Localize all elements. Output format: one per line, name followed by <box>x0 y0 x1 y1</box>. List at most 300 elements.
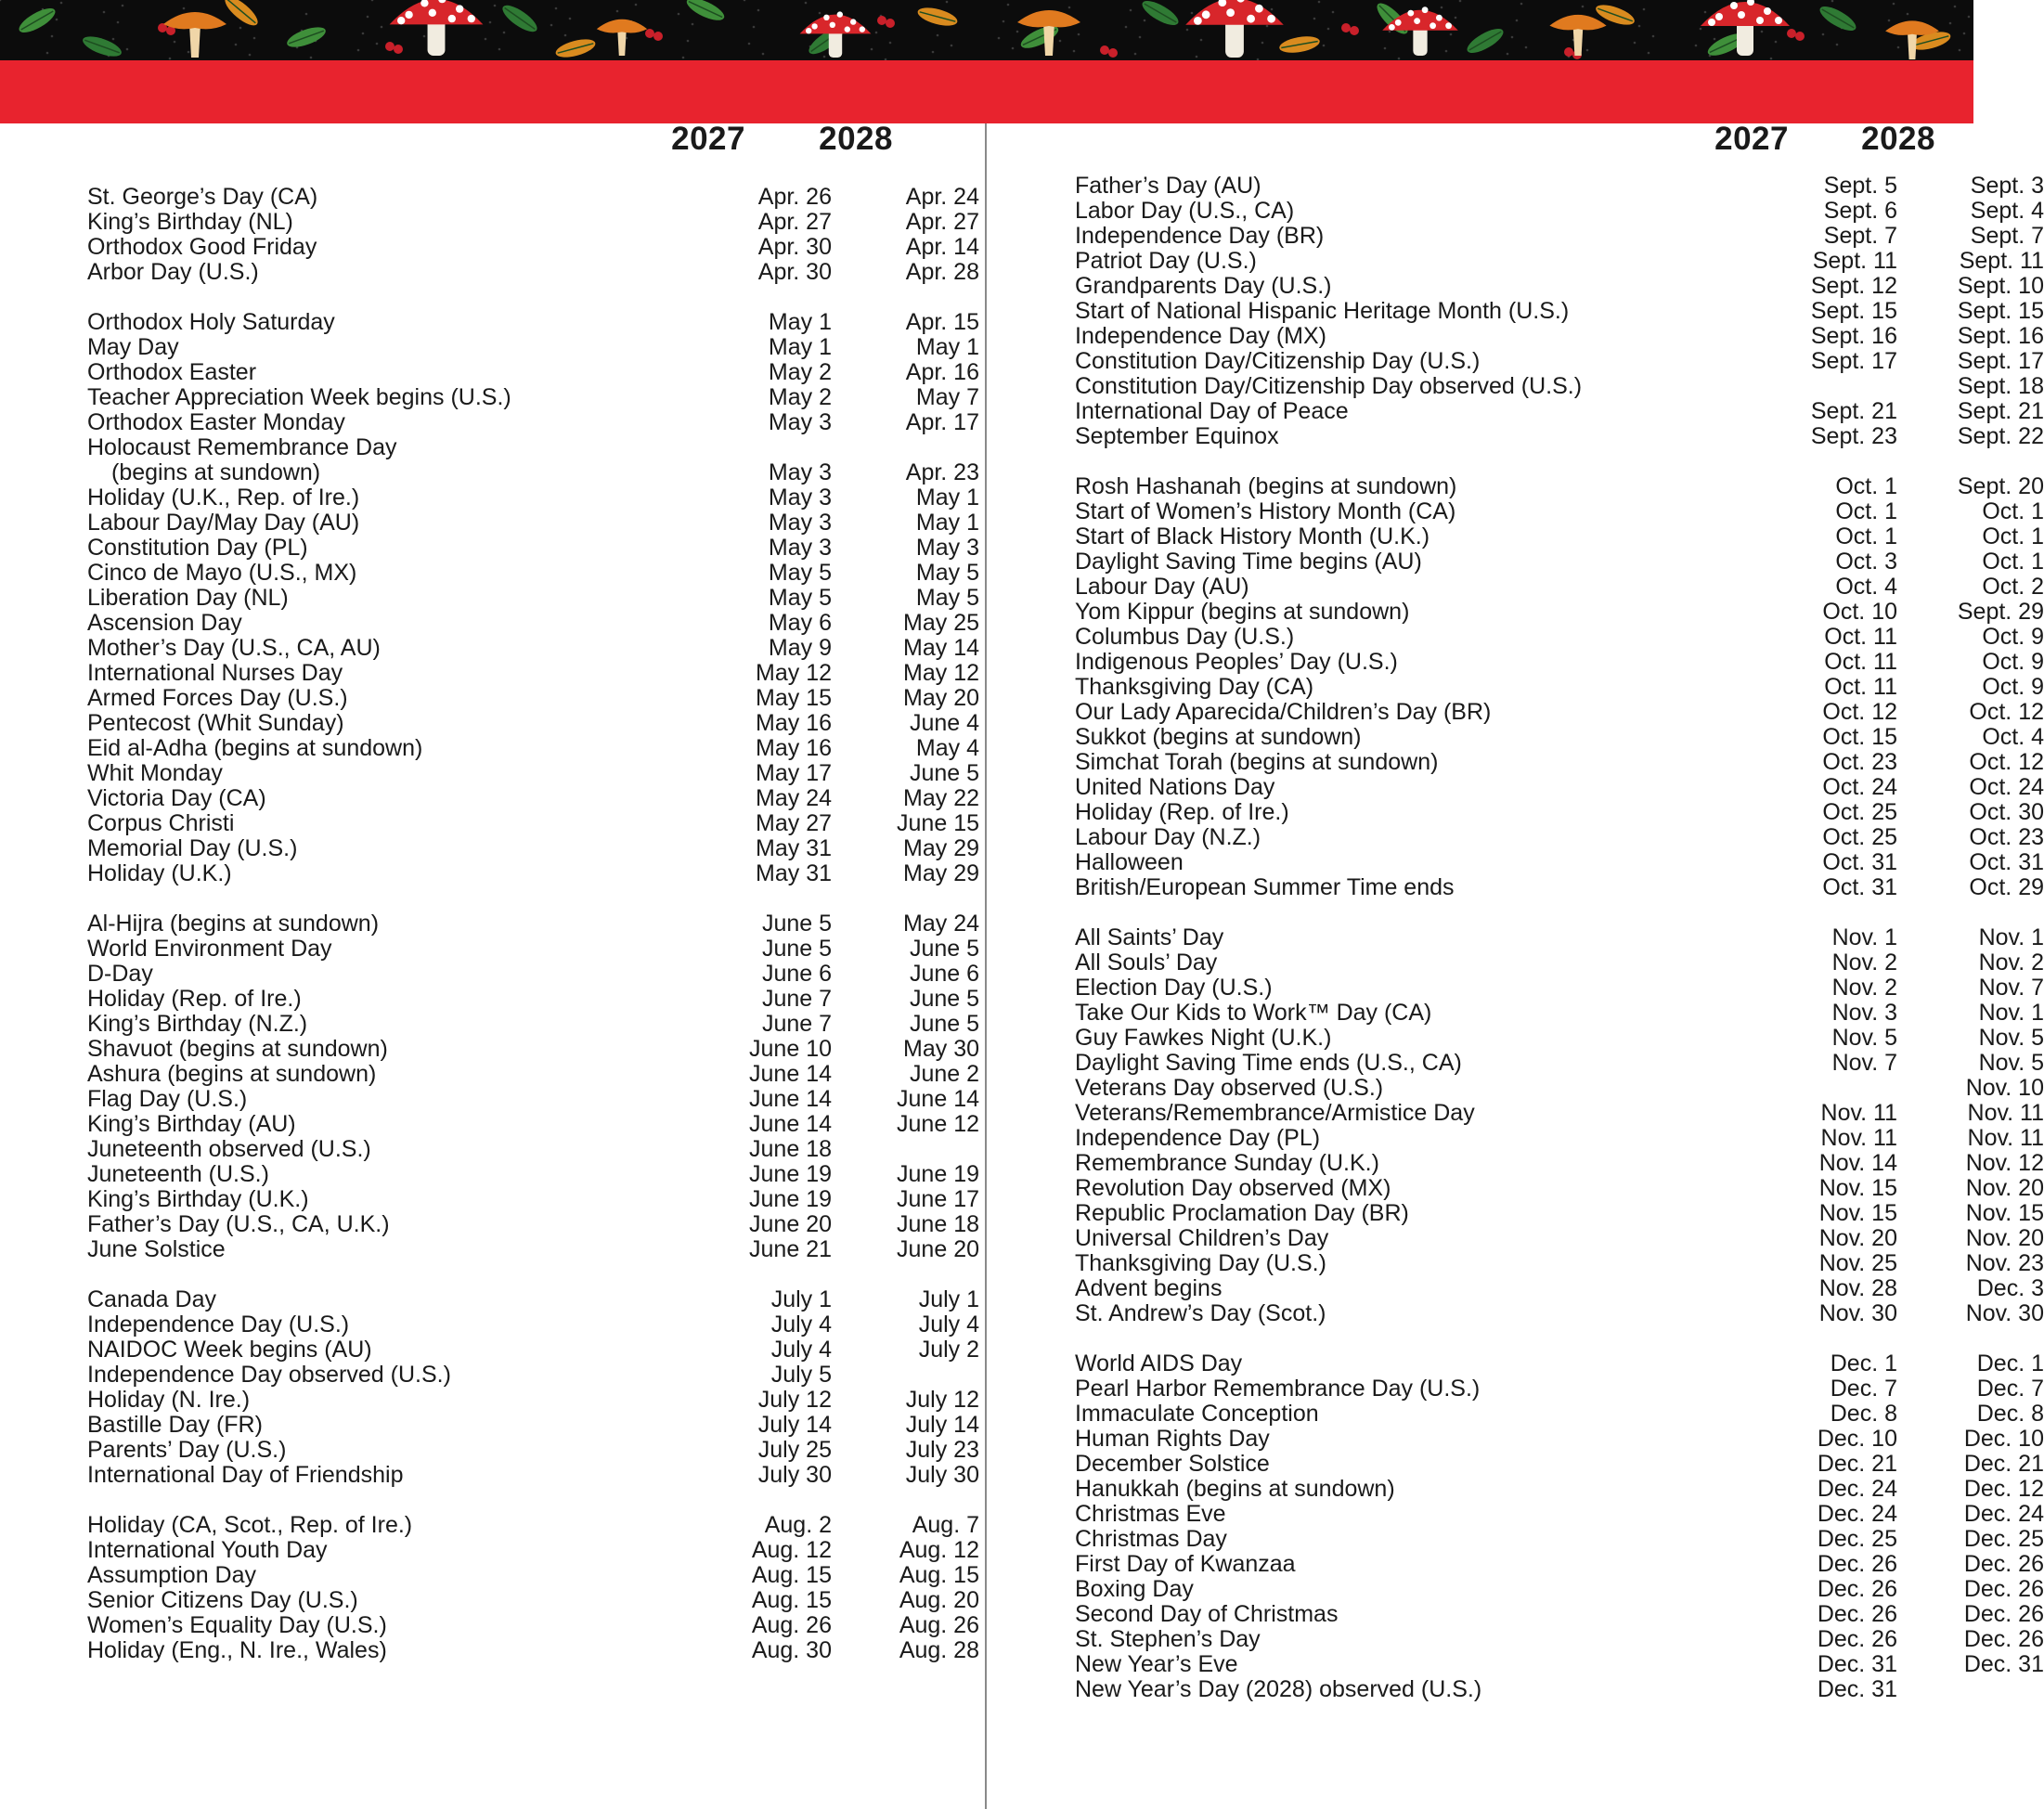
holiday-name: Constitution Day (PL) <box>87 535 308 561</box>
holiday-row <box>1075 824 2044 850</box>
holiday-name: Boxing Day <box>1075 1576 1194 1602</box>
holiday-row <box>87 234 979 260</box>
date-2027: Oct. 11 <box>1824 624 1897 650</box>
holiday-row <box>87 1612 979 1638</box>
date-2028: Nov. 11 <box>1967 1100 2044 1126</box>
holiday-row <box>1075 1376 2044 1402</box>
date-2028: Apr. 28 <box>905 259 979 285</box>
holiday-name: Flag Day (U.S.) <box>87 1086 248 1112</box>
holiday-name: September Equinox <box>1075 423 1279 449</box>
date-2027: Oct. 31 <box>1822 874 1897 900</box>
date-2027: June 7 <box>761 1011 832 1037</box>
holiday-row <box>87 1637 979 1663</box>
date-2028: Nov. 15 <box>1965 1200 2044 1226</box>
date-2028: Dec. 3 <box>1976 1275 2044 1301</box>
holiday-row <box>87 560 979 586</box>
holiday-row <box>87 535 979 561</box>
holiday-row <box>87 1363 904 1388</box>
holiday-row <box>1075 1501 2044 1527</box>
holiday-row <box>1075 774 2044 800</box>
holiday-row <box>1075 173 2044 199</box>
date-2028: May 1 <box>915 485 979 510</box>
group-spacer <box>1075 900 1938 925</box>
holiday-row <box>1075 649 2044 675</box>
holiday-row <box>1075 1075 2044 1101</box>
holiday-row <box>1075 1150 2044 1176</box>
holiday-name: St. Stephen’s Day <box>1075 1626 1261 1652</box>
date-2027: Nov. 15 <box>1818 1200 1897 1226</box>
holiday-name: International Day of Friendship <box>87 1462 404 1488</box>
date-2027: July 30 <box>757 1462 832 1488</box>
holiday-row <box>1075 1250 2044 1276</box>
holiday-row <box>87 986 979 1012</box>
holiday-name: Thanksgiving Day (U.S.) <box>1075 1250 1326 1276</box>
date-2027: Nov. 3 <box>1831 1000 1897 1026</box>
date-2028: Nov. 5 <box>1978 1050 2044 1076</box>
date-2028: Aug. 12 <box>899 1537 979 1563</box>
date-2028: June 17 <box>897 1186 979 1212</box>
holiday-row <box>1075 574 2044 600</box>
holiday-name: Orthodox Good Friday <box>87 234 317 260</box>
holiday-row <box>87 259 979 285</box>
holiday-row <box>1075 1576 2044 1602</box>
date-2027: May 3 <box>768 535 832 561</box>
date-2027: Sept. 21 <box>1810 398 1897 424</box>
date-2027: July 14 <box>757 1412 832 1438</box>
date-2028: Oct. 31 <box>1969 849 2044 875</box>
holiday-row <box>1075 699 2044 725</box>
date-2028: June 14 <box>897 1086 979 1112</box>
date-2028: Sept. 7 <box>1970 223 2044 249</box>
date-2027: Nov. 5 <box>1831 1025 1897 1051</box>
holiday-name: Eid al-Adha (begins at sundown) <box>87 735 423 761</box>
holiday-name: Cinco de Mayo (U.S., MX) <box>87 560 357 586</box>
holiday-name: Independence Day (BR) <box>1075 223 1325 249</box>
holiday-name: Independence Day observed (U.S.) <box>87 1362 451 1388</box>
date-2027: May 3 <box>768 485 832 510</box>
holiday-row <box>1075 950 2044 976</box>
holiday-row <box>1075 674 2044 700</box>
group-spacer <box>87 1488 904 1513</box>
date-2027: Aug. 12 <box>751 1537 832 1563</box>
holiday-row <box>1075 1651 2044 1677</box>
date-2027: Nov. 11 <box>1820 1125 1897 1151</box>
holiday-row <box>87 510 979 536</box>
date-2028: Dec. 8 <box>1976 1401 2044 1427</box>
holiday-row <box>87 1387 979 1413</box>
holiday-row <box>1075 223 2044 249</box>
date-2027: Oct. 4 <box>1835 574 1897 600</box>
holiday-name: King’s Birthday (N.Z.) <box>87 1011 308 1037</box>
holiday-name: Veterans Day observed (U.S.) <box>1075 1075 1384 1101</box>
holiday-row <box>1075 1225 2044 1251</box>
date-2027: June 5 <box>761 936 832 962</box>
holiday-name: May Day <box>87 334 179 360</box>
date-2028: June 6 <box>909 961 979 987</box>
date-2028: Nov. 7 <box>1978 975 2044 1001</box>
date-2028: Apr. 14 <box>905 234 979 260</box>
date-2028: June 19 <box>897 1161 979 1187</box>
date-2027: May 12 <box>756 660 832 686</box>
date-2027: May 6 <box>768 610 832 636</box>
holiday-name: Indigenous Peoples’ Day (U.S.) <box>1075 649 1398 675</box>
date-2027: Nov. 25 <box>1818 1250 1897 1276</box>
holiday-name: Universal Children’s Day <box>1075 1225 1329 1251</box>
holiday-row <box>87 1137 904 1162</box>
date-2028: Oct. 9 <box>1982 624 2044 650</box>
date-2027: May 17 <box>756 760 832 786</box>
holiday-row <box>1075 248 2044 274</box>
holiday-name: Rosh Hashanah (begins at sundown) <box>1075 473 1457 499</box>
date-2027: Aug. 2 <box>764 1512 832 1538</box>
group-spacer <box>1075 1326 1938 1351</box>
date-2027: Aug. 26 <box>751 1612 832 1638</box>
holiday-name: Columbus Day (U.S.) <box>1075 624 1295 650</box>
holiday-name: First Day of Kwanzaa <box>1075 1551 1296 1577</box>
holiday-name: Parents’ Day (U.S.) <box>87 1437 287 1463</box>
holiday-row <box>87 1587 979 1613</box>
date-2027: Dec. 24 <box>1817 1501 1897 1527</box>
holiday-row <box>87 785 979 811</box>
holiday-row <box>87 1512 979 1538</box>
holiday-row <box>87 1211 979 1237</box>
date-2027: Sept. 11 <box>1812 248 1897 274</box>
holiday-name: International Youth Day <box>87 1537 328 1563</box>
holiday-name: King’s Birthday (NL) <box>87 209 293 235</box>
holiday-name: Thanksgiving Day (CA) <box>1075 674 1314 700</box>
date-2028: Apr. 27 <box>905 209 979 235</box>
date-2028: Nov. 12 <box>1965 1150 2044 1176</box>
date-2028: July 14 <box>905 1412 979 1438</box>
holiday-name: Hanukkah (begins at sundown) <box>1075 1476 1395 1502</box>
date-2028: May 5 <box>915 560 979 586</box>
holiday-name: Assumption Day <box>87 1562 257 1588</box>
date-2028: Dec. 21 <box>1963 1451 2044 1477</box>
date-2027: Oct. 15 <box>1822 724 1897 750</box>
date-2028: July 30 <box>905 1462 979 1488</box>
date-2028: Dec. 1 <box>1976 1350 2044 1376</box>
date-2028: Oct. 2 <box>1982 574 2044 600</box>
holiday-name: Juneteenth (U.S.) <box>87 1161 269 1187</box>
holiday-row <box>1075 398 2044 424</box>
holiday-name: Bastille Day (FR) <box>87 1412 263 1438</box>
holiday-name: All Souls’ Day <box>1075 950 1218 976</box>
date-2027: Oct. 1 <box>1835 523 1897 549</box>
holiday-row <box>1075 975 2044 1001</box>
date-2028: May 4 <box>915 735 979 761</box>
holiday-row <box>1075 1125 2044 1151</box>
holiday-row <box>87 1337 979 1363</box>
date-2028: Oct. 4 <box>1982 724 2044 750</box>
date-2028: Oct. 12 <box>1969 699 2044 725</box>
holiday-name: British/European Summer Time ends <box>1075 874 1455 900</box>
date-2028: Nov. 1 <box>1978 924 2044 950</box>
holiday-row <box>87 384 979 410</box>
year-header-2027: 2027 <box>1714 121 1789 157</box>
holiday-row <box>1075 849 2044 875</box>
holiday-row <box>1075 323 2044 349</box>
date-2027: June 19 <box>749 1186 832 1212</box>
date-2027: Oct. 25 <box>1822 824 1897 850</box>
date-2028: May 29 <box>903 860 979 886</box>
date-2027: Sept. 6 <box>1823 198 1897 224</box>
holiday-name: Holiday (Eng., N. Ire., Wales) <box>87 1637 387 1663</box>
holiday-row <box>1075 1451 2044 1477</box>
date-2027: Oct. 31 <box>1822 849 1897 875</box>
date-2028: May 1 <box>915 334 979 360</box>
date-2027: May 2 <box>768 359 832 385</box>
date-2028: Oct. 24 <box>1969 774 2044 800</box>
date-2027: May 15 <box>756 685 832 711</box>
date-2027: June 7 <box>761 986 832 1012</box>
date-2027: Sept. 12 <box>1810 273 1897 299</box>
date-2028: Apr. 15 <box>905 309 979 335</box>
date-2028: May 20 <box>903 685 979 711</box>
holiday-row <box>1075 473 2044 499</box>
date-2027: Dec. 10 <box>1817 1426 1897 1452</box>
holiday-name: St. George’s Day (CA) <box>87 184 318 210</box>
date-2028: Nov. 30 <box>1965 1300 2044 1326</box>
date-2028: Nov. 11 <box>1967 1125 2044 1151</box>
holiday-name: Juneteenth observed (U.S.) <box>87 1136 371 1162</box>
date-2028: Nov. 20 <box>1965 1175 2044 1201</box>
date-2028: Nov. 1 <box>1978 1000 2044 1026</box>
holiday-row <box>87 1161 979 1187</box>
date-2028: June 15 <box>897 810 979 836</box>
date-2028: Apr. 23 <box>905 459 979 485</box>
holiday-row <box>1075 1200 2044 1226</box>
date-2028: May 22 <box>903 785 979 811</box>
holiday-row <box>87 810 979 836</box>
date-2027: Apr. 30 <box>757 259 832 285</box>
date-2027: June 19 <box>749 1161 832 1187</box>
holiday-name: Veterans/Remembrance/Armistice Day <box>1075 1100 1475 1126</box>
holiday-row <box>1075 498 2044 524</box>
holiday-row <box>1075 549 2044 575</box>
holiday-name: Whit Monday <box>87 760 223 786</box>
date-2027: Oct. 11 <box>1824 674 1897 700</box>
holiday-row <box>87 911 979 937</box>
date-2028: Sept. 10 <box>1957 273 2044 299</box>
holiday-name: Canada Day <box>87 1286 216 1312</box>
date-2027: Apr. 27 <box>757 209 832 235</box>
holiday-name: Ascension Day <box>87 610 242 636</box>
holiday-row <box>87 485 979 510</box>
date-2027: May 3 <box>768 409 832 435</box>
date-2028: Oct. 1 <box>1982 523 2044 549</box>
holiday-name: Pearl Harbor Remembrance Day (U.S.) <box>1075 1376 1481 1402</box>
holiday-row <box>1075 298 2044 324</box>
date-2028: May 29 <box>903 835 979 861</box>
holiday-row <box>87 1186 979 1212</box>
date-2028: Aug. 7 <box>912 1512 979 1538</box>
group-spacer <box>87 886 904 911</box>
holiday-name: New Year’s Day (2028) observed (U.S.) <box>1075 1676 1482 1702</box>
date-2028: May 25 <box>903 610 979 636</box>
date-2027: Dec. 8 <box>1830 1401 1897 1427</box>
holiday-name: Revolution Day observed (MX) <box>1075 1175 1391 1201</box>
holiday-name: King’s Birthday (U.K.) <box>87 1186 309 1212</box>
year-header-2028: 2028 <box>1861 121 1935 157</box>
date-2027: Sept. 16 <box>1810 323 1897 349</box>
date-2027: July 1 <box>770 1286 832 1312</box>
date-2028: May 7 <box>915 384 979 410</box>
date-2027: Oct. 25 <box>1822 799 1897 825</box>
holiday-name: Senior Citizens Day (U.S.) <box>87 1587 358 1613</box>
date-2027: Dec. 24 <box>1817 1476 1897 1502</box>
holiday-row <box>1075 1275 2044 1301</box>
date-2027: May 31 <box>756 860 832 886</box>
date-2027: June 14 <box>749 1086 832 1112</box>
group-spacer <box>87 285 904 310</box>
date-2028: Aug. 26 <box>899 1612 979 1638</box>
date-2027: May 16 <box>756 710 832 736</box>
holiday-name: Labor Day (U.S., CA) <box>1075 198 1295 224</box>
date-2027: May 3 <box>768 510 832 536</box>
holiday-name: Holiday (U.K.) <box>87 860 232 886</box>
holiday-name: Second Day of Christmas <box>1075 1601 1339 1627</box>
holiday-name: December Solstice <box>1075 1451 1270 1477</box>
date-2028: Nov. 5 <box>1978 1025 2044 1051</box>
date-2027: July 4 <box>770 1312 832 1337</box>
date-2027: Dec. 26 <box>1817 1626 1897 1652</box>
holiday-row <box>1075 1401 2044 1427</box>
holiday-name: (begins at sundown) <box>111 459 321 485</box>
date-2028: Aug. 20 <box>899 1587 979 1613</box>
group-spacer <box>87 1262 904 1287</box>
holiday-name: World Environment Day <box>87 936 332 962</box>
date-2028: Dec. 12 <box>1963 1476 2044 1502</box>
date-2028: Sept. 11 <box>1959 248 2044 274</box>
holiday-name: Independence Day (MX) <box>1075 323 1326 349</box>
date-2027: Oct. 11 <box>1824 649 1897 675</box>
holiday-name: Ashura (begins at sundown) <box>87 1061 377 1087</box>
date-2027: Nov. 14 <box>1818 1150 1897 1176</box>
date-2028: June 5 <box>909 1011 979 1037</box>
date-2028: June 5 <box>909 760 979 786</box>
date-2027: June 5 <box>761 911 832 937</box>
holiday-row <box>1075 799 2044 825</box>
date-2028: Sept. 18 <box>1957 373 2044 399</box>
date-2027: May 16 <box>756 735 832 761</box>
holiday-row <box>1075 348 2044 374</box>
holiday-row <box>1075 523 2044 549</box>
date-2027: Nov. 2 <box>1831 975 1897 1001</box>
holiday-name: World AIDS Day <box>1075 1350 1243 1376</box>
holiday-row <box>87 209 979 235</box>
holiday-name: Holiday (Rep. of Ire.) <box>87 986 302 1012</box>
holiday-name: Orthodox Easter <box>87 359 257 385</box>
date-2027: May 9 <box>768 635 832 661</box>
left-page <box>0 0 987 1809</box>
date-2028: June 5 <box>909 936 979 962</box>
holiday-row <box>87 860 979 886</box>
holiday-row <box>87 1086 979 1112</box>
date-2027: Apr. 26 <box>757 184 832 210</box>
date-2027: Dec. 7 <box>1830 1376 1897 1402</box>
date-2028: May 3 <box>915 535 979 561</box>
date-2027: Nov. 20 <box>1818 1225 1897 1251</box>
holiday-name: Daylight Saving Time ends (U.S., CA) <box>1075 1050 1462 1076</box>
date-2027: Sept. 17 <box>1810 348 1897 374</box>
year-header-2028: 2028 <box>819 121 893 157</box>
date-2028: July 4 <box>918 1312 979 1337</box>
holiday-name: Human Rights Day <box>1075 1426 1270 1452</box>
holiday-row <box>87 1462 979 1488</box>
date-2028: June 2 <box>909 1061 979 1087</box>
date-2028: May 12 <box>903 660 979 686</box>
holiday-name: Grandparents Day (U.S.) <box>1075 273 1332 299</box>
holiday-name: All Saints’ Day <box>1075 924 1224 950</box>
holiday-name: Immaculate Conception <box>1075 1401 1319 1427</box>
holiday-row <box>1075 273 2044 299</box>
holiday-name: Daylight Saving Time begins (AU) <box>1075 549 1422 575</box>
holiday-name: Orthodox Easter Monday <box>87 409 345 435</box>
date-2027: Nov. 2 <box>1831 950 1897 976</box>
date-2028: Dec. 25 <box>1963 1526 2044 1552</box>
holiday-name: Pentecost (Whit Sunday) <box>87 710 344 736</box>
holiday-name: Holiday (CA, Scot., Rep. of Ire.) <box>87 1512 413 1538</box>
date-2027: May 5 <box>768 560 832 586</box>
holiday-name: Teacher Appreciation Week begins (U.S.) <box>87 384 511 410</box>
holiday-row <box>87 1236 979 1262</box>
date-2027: Nov. 1 <box>1831 924 1897 950</box>
holiday-name: Liberation Day (NL) <box>87 585 289 611</box>
holiday-row <box>87 435 904 460</box>
date-2027: Nov. 11 <box>1820 1100 1897 1126</box>
right-page <box>987 0 2044 1809</box>
date-2027: Dec. 26 <box>1817 1576 1897 1602</box>
date-2028: Dec. 24 <box>1963 1501 2044 1527</box>
date-2028: Sept. 4 <box>1970 198 2044 224</box>
date-2028: Sept. 22 <box>1957 423 2044 449</box>
holiday-name: Labour Day (N.Z.) <box>1075 824 1261 850</box>
date-2027: Oct. 3 <box>1835 549 1897 575</box>
date-2028: Sept. 3 <box>1970 173 2044 199</box>
holiday-row <box>1075 624 2044 650</box>
date-2028: Sept. 29 <box>1957 599 2044 625</box>
holiday-row <box>87 760 979 786</box>
holiday-row <box>87 1061 979 1087</box>
holiday-name: Shavuot (begins at sundown) <box>87 1036 388 1062</box>
date-2027: Dec. 26 <box>1817 1551 1897 1577</box>
date-2028: Oct. 9 <box>1982 674 2044 700</box>
date-2027: Sept. 7 <box>1823 223 1897 249</box>
date-2027: Nov. 15 <box>1818 1175 1897 1201</box>
holiday-name: Our Lady Aparecida/Children’s Day (BR) <box>1075 699 1492 725</box>
holiday-row <box>87 961 979 987</box>
date-2028: Sept. 17 <box>1957 348 2044 374</box>
holiday-list-right <box>1075 173 2044 1702</box>
date-2027: June 20 <box>749 1211 832 1237</box>
holiday-row <box>87 459 979 485</box>
holiday-name: New Year’s Eve <box>1075 1651 1238 1677</box>
date-2028: Sept. 16 <box>1957 323 2044 349</box>
date-2027: Dec. 25 <box>1817 1526 1897 1552</box>
date-2027: July 12 <box>757 1387 832 1413</box>
holiday-row <box>1075 1601 2044 1627</box>
date-2027: May 24 <box>756 785 832 811</box>
holiday-name: Women’s Equality Day (U.S.) <box>87 1612 387 1638</box>
date-2028: May 1 <box>915 510 979 536</box>
holiday-name: St. Andrew’s Day (Scot.) <box>1075 1300 1326 1326</box>
holiday-name: Republic Proclamation Day (BR) <box>1075 1200 1409 1226</box>
date-2027: Oct. 24 <box>1822 774 1897 800</box>
date-2028: June 20 <box>897 1236 979 1262</box>
holiday-row <box>87 184 979 210</box>
holiday-row <box>87 835 979 861</box>
holiday-row <box>1075 1300 2044 1326</box>
